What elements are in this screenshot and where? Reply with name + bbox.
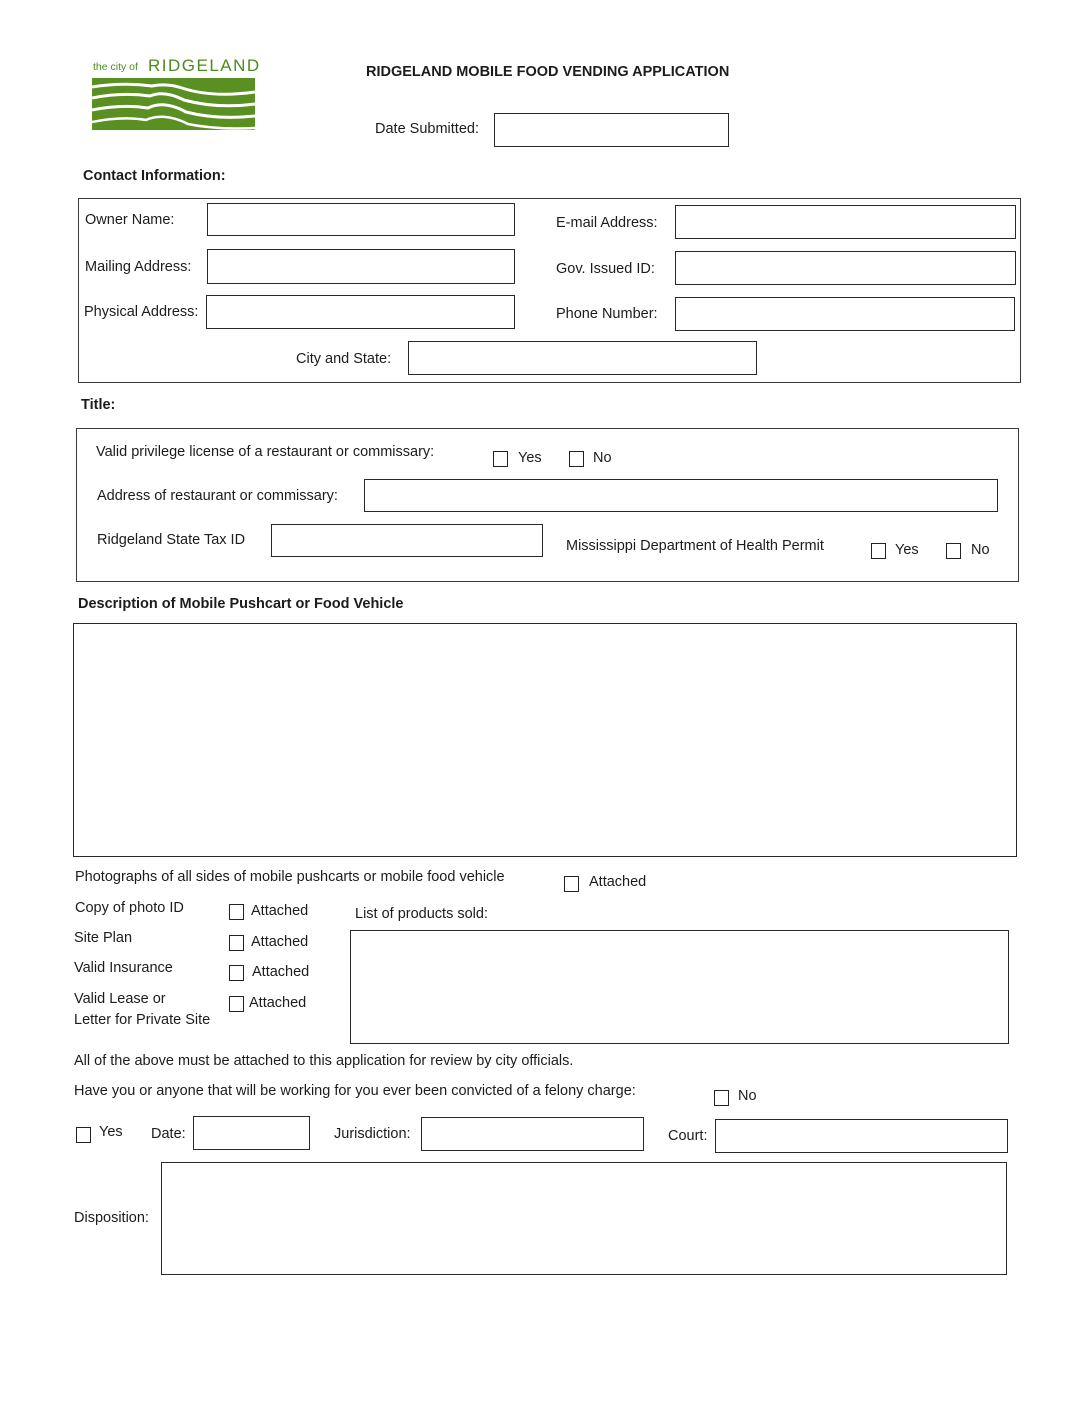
owner-name-label: Owner Name: bbox=[85, 212, 175, 228]
attachment-notice: All of the above must be attached to this application for review by city officials. bbox=[74, 1053, 574, 1069]
gov-id-label: Gov. Issued ID: bbox=[556, 261, 655, 277]
logo-name: RIDGELAND bbox=[148, 56, 261, 75]
disposition-textarea[interactable] bbox=[161, 1162, 1007, 1275]
lease-attached-checkbox[interactable] bbox=[229, 996, 244, 1012]
insurance-label: Valid Insurance bbox=[74, 960, 173, 976]
tax-id-field[interactable] bbox=[271, 524, 543, 557]
products-textarea[interactable] bbox=[350, 930, 1009, 1044]
felony-question: Have you or anyone that will be working for you ever been convicted of a felony charge: bbox=[74, 1083, 636, 1099]
court-label: Court: bbox=[668, 1128, 708, 1144]
photo-id-label: Copy of photo ID bbox=[75, 900, 184, 916]
jurisdiction-label: Jurisdiction: bbox=[334, 1126, 411, 1142]
title-heading: Title: bbox=[81, 397, 116, 413]
photo-id-attached-label: Attached bbox=[251, 903, 309, 919]
health-permit-label: Mississippi Department of Health Permit bbox=[566, 538, 824, 554]
gov-id-field[interactable] bbox=[675, 251, 1016, 285]
photographs-label: Photographs of all sides of mobile pushcarts or mobile food vehicle bbox=[75, 869, 505, 885]
description-textarea[interactable] bbox=[73, 623, 1017, 857]
phone-label: Phone Number: bbox=[556, 306, 658, 322]
privilege-license-label: Valid privilege license of a restaurant or commissary: bbox=[96, 444, 435, 460]
description-heading: Description of Mobile Pushcart or Food Vehicle bbox=[78, 596, 404, 612]
date-submitted-field[interactable] bbox=[494, 113, 729, 147]
insurance-attached-checkbox[interactable] bbox=[229, 965, 244, 981]
insurance-attached-label: Attached bbox=[252, 964, 310, 980]
jurisdiction-field[interactable] bbox=[421, 1117, 644, 1151]
disposition-label: Disposition: bbox=[74, 1210, 149, 1226]
site-plan-attached-label: Attached bbox=[251, 934, 309, 950]
felony-no-checkbox[interactable] bbox=[714, 1090, 729, 1106]
city-logo bbox=[92, 56, 261, 132]
email-field[interactable] bbox=[675, 205, 1016, 239]
felony-yes-label: Yes bbox=[99, 1124, 123, 1140]
phone-field[interactable] bbox=[675, 297, 1015, 331]
felony-date-field[interactable] bbox=[193, 1116, 310, 1150]
contact-heading: Contact Information: bbox=[83, 168, 226, 184]
photographs-attached-label: Attached bbox=[589, 874, 647, 890]
physical-address-label: Physical Address: bbox=[84, 304, 199, 320]
lease-label-line1: Valid Lease or bbox=[74, 991, 166, 1007]
felony-yes-checkbox[interactable] bbox=[76, 1127, 91, 1143]
photo-id-attached-checkbox[interactable] bbox=[229, 904, 244, 920]
physical-address-field[interactable] bbox=[206, 295, 515, 329]
city-state-field[interactable] bbox=[408, 341, 757, 375]
date-submitted-label: Date Submitted: bbox=[375, 121, 479, 137]
site-plan-label: Site Plan bbox=[74, 930, 133, 946]
site-plan-attached-checkbox[interactable] bbox=[229, 935, 244, 951]
lease-attached-label: Attached bbox=[249, 995, 307, 1011]
mailing-address-field[interactable] bbox=[207, 249, 515, 284]
products-label: List of products sold: bbox=[355, 906, 488, 922]
photographs-attached-checkbox[interactable] bbox=[564, 876, 579, 892]
health-permit-no-checkbox[interactable] bbox=[946, 543, 961, 559]
city-state-label: City and State: bbox=[296, 351, 392, 367]
health-permit-yes-label: Yes bbox=[895, 542, 919, 558]
privilege-no-checkbox[interactable] bbox=[569, 451, 584, 467]
health-permit-no-label: No bbox=[971, 542, 990, 558]
lease-label-line2: Letter for Private Site bbox=[74, 1012, 211, 1028]
court-field[interactable] bbox=[715, 1119, 1008, 1153]
privilege-yes-checkbox[interactable] bbox=[493, 451, 508, 467]
privilege-yes-label: Yes bbox=[518, 450, 542, 466]
felony-no-label: No bbox=[738, 1088, 757, 1104]
email-label: E-mail Address: bbox=[556, 215, 658, 231]
owner-name-field[interactable] bbox=[207, 203, 515, 236]
logo-wave-icon bbox=[92, 78, 255, 130]
mailing-address-label: Mailing Address: bbox=[85, 259, 192, 275]
commissary-address-field[interactable] bbox=[364, 479, 998, 512]
logo-prefix: the city of bbox=[93, 61, 138, 73]
page-title: RIDGELAND MOBILE FOOD VENDING APPLICATION bbox=[366, 64, 730, 80]
commissary-address-label: Address of restaurant or commissary: bbox=[97, 488, 338, 504]
tax-id-label: Ridgeland State Tax ID bbox=[97, 532, 246, 548]
felony-date-label: Date: bbox=[151, 1126, 186, 1142]
health-permit-yes-checkbox[interactable] bbox=[871, 543, 886, 559]
privilege-no-label: No bbox=[593, 450, 612, 466]
